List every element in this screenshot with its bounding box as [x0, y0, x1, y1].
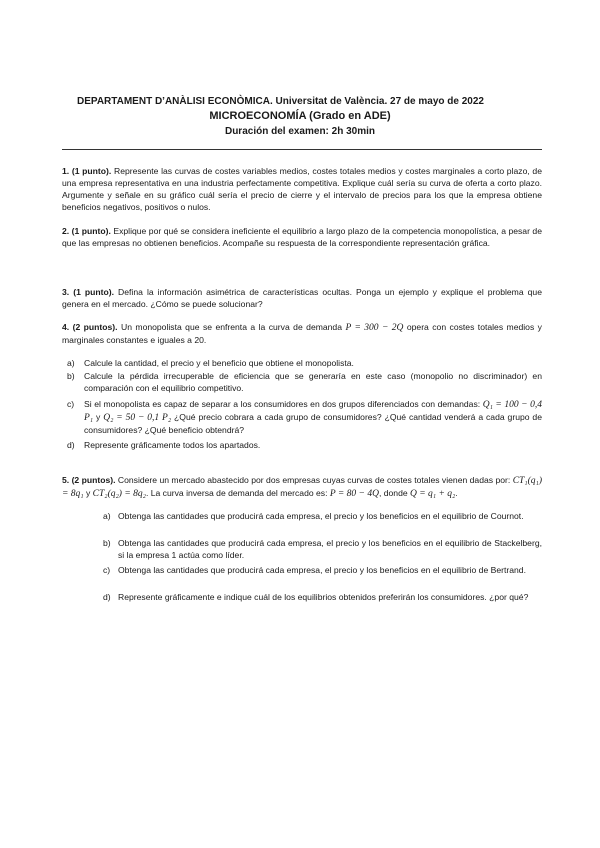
q4-item-c-label: c) [67, 399, 75, 409]
q4-item-d-text: Represente gráficamente todos los apartados. [84, 440, 261, 450]
q4-item-a-label: a) [67, 358, 75, 368]
q5-connector: y [83, 488, 93, 498]
question-1-label: 1. (1 punto). [62, 166, 112, 176]
question-5-text-c: , donde [378, 488, 411, 498]
question-4-demand-equation: P = 300 − 2Q [345, 323, 404, 333]
question-1 [62, 165, 542, 213]
question-3-text: Defina la información asimétrica de características ocultas. Ponga un ejemplo y explique el problema que genera en el mercado. ¿Cómo se puede solucionar? [62, 287, 542, 309]
q5-item-a-label: a) [103, 511, 111, 521]
q5-inverse-demand: P = 80 − 4Q [329, 489, 379, 499]
q5-item-c-label: c) [103, 565, 111, 575]
q4-item-b-label: b) [67, 371, 75, 381]
question-2-label: 2. (1 punto). [62, 226, 111, 236]
q4-item-b-text: Calcule la pérdida irrecuperable de eficiencia que se generaría en este caso (monopolio no discriminador) en comparación con el equilibrio competitivo. [84, 371, 542, 393]
q4-item-a-text: Calcule la cantidad, el precio y el beneficio que obtiene el monopolista. [84, 358, 354, 368]
question-5-text-d: . [455, 488, 458, 498]
q4-item-c-text [84, 398, 542, 436]
exam-title: MICROECONOMÍA (Grado en ADE) [209, 110, 391, 122]
question-4-text-b: opera con costes totales medios y marginales constantes e iguales a 20. [62, 322, 542, 345]
q5-item-d-text: Represente gráficamente e indique cuál de los equilibrios obtenidos preferirán los consumidores. ¿por qué? [118, 592, 529, 602]
question-3 [62, 286, 542, 310]
q5-item-b-text: Obtenga las cantidades que producirá cada empresa, el precio y los beneficios en el equilibrio de Stackelberg, si la empresa 1 actúa como líder. [118, 538, 542, 560]
q5-item-b-label: b) [103, 538, 111, 548]
question-2 [62, 225, 542, 249]
question-1-text: Represente las curvas de costes variables medios, costes totales medios y costes marginales a corto plazo, de una empresa representativa en una industria perfectamente competitiva. Explique cuál sería su curva de oferta a corto plazo. Argumente y señale en su gráfico cuál sería el precio de cierre y el intervalo de precios para los que la empresa obtiene beneficios negativos, positivos o nulos. [62, 166, 542, 212]
exam-duration: Duración del examen: 2h 30min [224, 126, 376, 137]
q5-cost-firm-2: CT₂(q₂) = 8q₂ [92, 489, 146, 499]
q4-item-c-connector: y [93, 412, 104, 422]
q4-demand-group-2: Q₂ = 50 − 0,1 P₂ [103, 413, 172, 423]
q5-item-c-text: Obtenga las cantidades que producirá cada empresa, el precio y los beneficios en el equilibrio de Bertrand. [118, 565, 526, 575]
department-header: DEPARTAMENT D’ANÀLISI ECONÒMICA. Universitat de València. 27 de mayo de 2022 [77, 96, 484, 107]
question-2-text: Explique por qué se considera ineficiente el equilibrio a largo plazo de la competencia monopolística, a pesar de que las empresas no obtienen beneficios. Acompañe su respuesta de la correspondiente representación gráfica. [62, 226, 542, 248]
q4-item-d-label: d) [67, 440, 75, 450]
q5-total-quantity: Q = q₁ + q₂ [410, 489, 456, 499]
q4-demand-group-1: Q₁ = 100 − 0,4 P₁ [84, 400, 542, 423]
question-5-text-a: Considere un mercado abastecido por dos empresas cuyas curvas de costes totales vienen dadas por: [115, 475, 513, 485]
question-4 [62, 321, 542, 346]
question-5-text-b: . La curva inversa de demanda del mercado es: [145, 488, 330, 498]
question-4-label: 4. (2 puntos). [62, 322, 118, 332]
question-3-label: 3. (1 punto). [62, 287, 115, 297]
q5-item-a-text: Obtenga las cantidades que producirá cada empresa, el precio y los beneficios en el equilibrio de Cournot. [118, 511, 524, 521]
question-5 [62, 474, 542, 500]
q4-item-c-text-a: Si el monopolista es capaz de separar a los consumidores en dos grupos diferenciados con demandas: [84, 399, 483, 409]
question-4-text-a: Un monopolista que se enfrenta a la curva de demanda [117, 322, 346, 332]
q5-cost-firm-1: CT₁(q₁) = 8q₁ [62, 476, 542, 499]
header-divider [62, 149, 542, 150]
q4-item-c-text-b: ¿Qué precio cobrara a cada grupo de consumidores? ¿Qué cantidad venderá a cada grupo de consumidores? ¿Qué beneficio obtendrá? [84, 412, 542, 435]
question-5-label: 5. (2 puntos). [62, 475, 116, 485]
q5-item-d-label: d) [103, 592, 111, 602]
